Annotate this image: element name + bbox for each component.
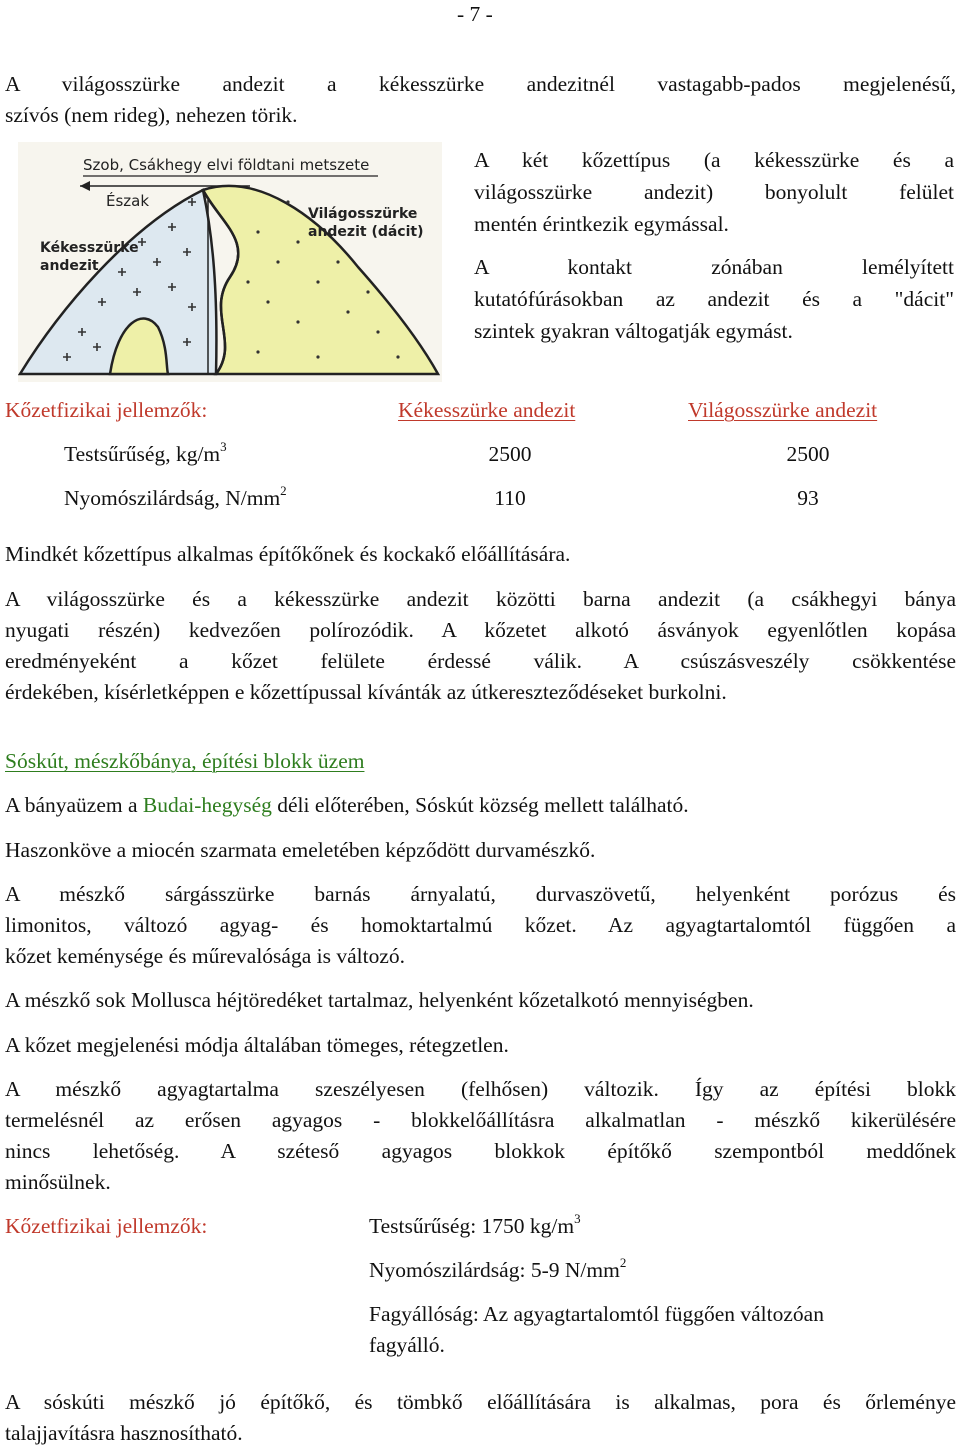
- agyag-line-4: minősülnek.: [5, 1170, 111, 1194]
- row-strength-v1: 110: [494, 486, 526, 510]
- page-number: - 7 -: [457, 2, 493, 26]
- side-p2-line-3: szintek gyakran váltogatják egymást.: [474, 319, 793, 343]
- right-label-1: Világosszürke: [308, 206, 418, 222]
- suitability-text: Mindkét kőzettípus alkalmas építőkőnek és kockakő előállítására.: [5, 542, 571, 566]
- closing-line-1: A sóskúti mészkő jó építőkő, és tömbkő előállítására is alkalmas, pora és őrleménye: [5, 1390, 956, 1414]
- side-text: [474, 148, 954, 344]
- left-label-1: Kékesszürke: [40, 240, 139, 256]
- side-p1-line-2: világosszürke andezit) bonyolult felület: [474, 180, 954, 204]
- row-density-label: Testsűrűség, $kg/m^3$: [64, 438, 227, 466]
- mollusca-text: A mészkő sok Mollusca héjtöredéket tartalmaz, helyenként kőzetalkotó mennyiségben.: [5, 988, 754, 1012]
- side-p2-line-1: A kontakt zónában lemélyített: [474, 255, 954, 279]
- section-title: Sóskút, mészkőbánya, építési blokk üzem: [5, 749, 365, 773]
- props2-density: Testsűrűség: 1750 $kg/m^3$: [369, 1210, 581, 1238]
- desc-line-1: A mészkő sárgásszürke barnás árnyalatú, durvaszövetű, helyenként porózus és: [5, 882, 956, 906]
- barna-line-4: érdekében, kísérletképpen e kőzettípussal kívánták az útkereszteződéseket burkolni.: [5, 680, 727, 704]
- props-col2-header: Világosszürke andezit: [688, 398, 878, 422]
- north-label: Észak: [106, 192, 150, 210]
- row-density-v1: 2500: [488, 442, 532, 466]
- desc-line-2: limonitos, változó agyag- és homoktartalmú kőzet. Az agyagtartalomtól függően a: [5, 913, 956, 937]
- cross-section-sketch: [18, 142, 442, 382]
- left-label-2: andezit: [40, 258, 99, 274]
- figure-title: Szob, Csákhegy elvi földtani metszete: [83, 156, 370, 174]
- side-p1-line-3: mentén érintkezik egymással.: [474, 212, 729, 236]
- budai-hegyseg-link[interactable]: Budai-hegység: [142, 793, 272, 817]
- barna-line-2: nyugati részén) kedvezően polírozódik. A kőzetet alkotó ásványok egyenlőtlen kopása: [5, 618, 956, 642]
- props2-frost-line-2: fagyálló.: [369, 1333, 445, 1357]
- agyag-line-2: termelésnél az erősen agyagos - blokkelőállításra alkalmatlan - mészkő kikerülésére: [5, 1108, 956, 1132]
- cross-section-figure: [18, 142, 442, 382]
- barna-line-1: A világosszürke és a kékesszürke andezit közötti barna andezit (a csákhegyi bánya: [5, 587, 956, 611]
- location-text: A bányaüzem a Budai-hegység déli előterében, Sóskút község mellett található.: [5, 793, 689, 817]
- side-p2-line-2: kutatófúrásokban az andezit és a "dácit": [474, 287, 954, 311]
- intro-line-1: A világosszürke andezit a kékesszürke andezitnél vastagabb-pados megjelenésű,: [5, 72, 956, 96]
- closing-line-2: talajjavításra hasznosítható.: [5, 1421, 243, 1445]
- props-header: Kőzetfizikai jellemzők:: [5, 398, 208, 422]
- props2-strength: Nyomószilárdság: 5-9 $N/mm^2$: [369, 1254, 627, 1282]
- megjelenes-text: A kőzet megjelenési módja általában tömeges, rétegzetlen.: [5, 1033, 509, 1057]
- side-p1-line-1: A két kőzettípus (a kékesszürke és a: [474, 148, 954, 172]
- agyag-line-3: nincs lehetőség. A széteső agyagos blokkok építőkő szempontból meddőnek: [5, 1139, 956, 1163]
- row-strength-label: Nyomószilárdság, $N/mm^2$: [64, 482, 287, 510]
- props2-frost-line-1: Fagyállóság: Az agyagtartalomtól függően változóan: [369, 1302, 824, 1326]
- props2-label: Kőzetfizikai jellemzők:: [5, 1214, 208, 1238]
- barna-line-3: eredményeként a kőzet felülete érdessé válik. A csúszásveszély csökkentése: [5, 649, 956, 673]
- row-strength-v2: 93: [797, 486, 819, 510]
- right-label-2: andezit (dácit): [308, 224, 424, 240]
- props-col1-header: Kékesszürke andezit: [398, 398, 576, 422]
- haszon-text: Haszonköve a miocén szarmata emeletében képződött durvamészkő.: [5, 838, 596, 862]
- desc-line-3: kőzet keménysége és műrevalósága is változó.: [5, 944, 405, 968]
- agyag-line-1: A mészkő agyagtartalma szeszélyesen (felhősen) változik. Így az építési blokk: [5, 1077, 956, 1101]
- row-density-v2: 2500: [786, 442, 830, 466]
- intro-line-2: szívós (nem rideg), nehezen törik.: [5, 103, 298, 127]
